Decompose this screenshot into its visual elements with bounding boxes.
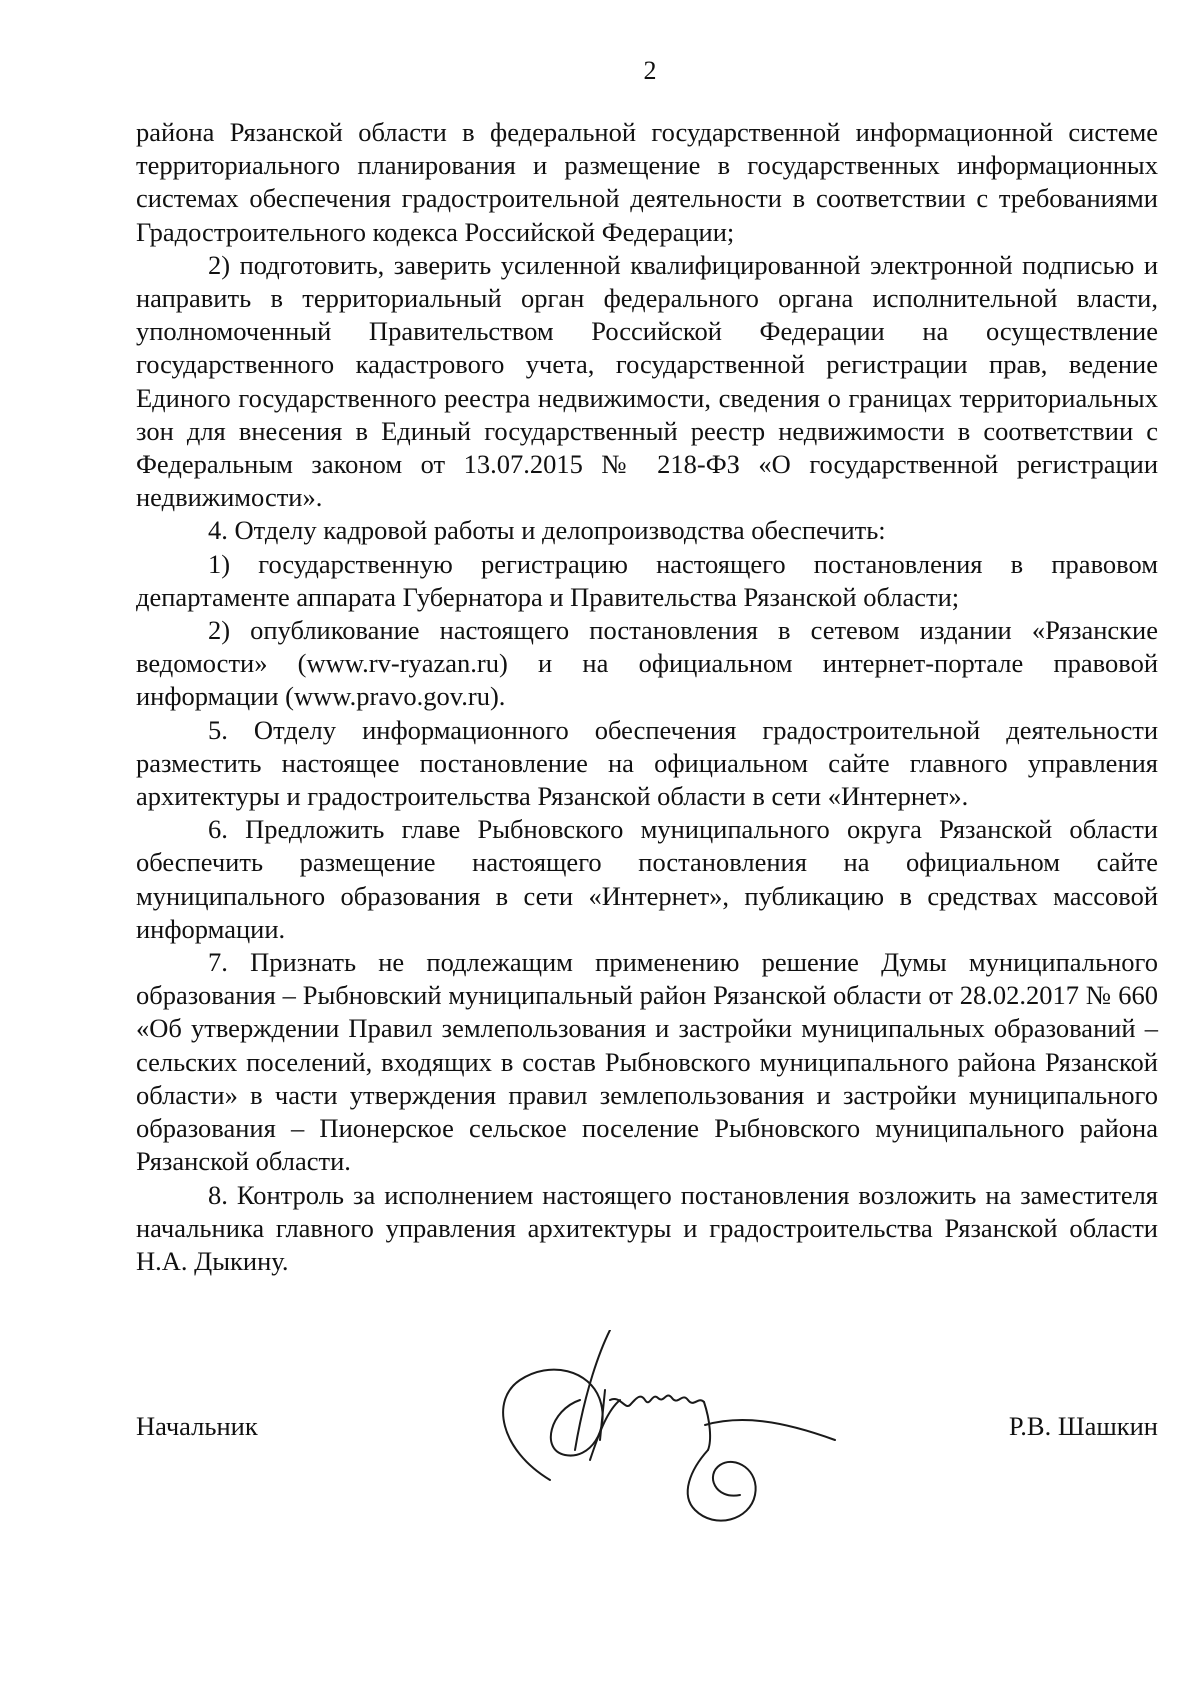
paragraph-item-5: 5. Отделу информационного обеспечения градостроительной деятельности разместить настоящее постановление на официальном сайте главного управления архитектуры и градостроительства Рязанской области в сети «Интернет». (136, 714, 1158, 812)
paragraph-continuation: района Рязанской области в федеральной государственной информационной системе территориального планирования и размещение в государственных информационных системах обеспечения градостроительной деятельности в соответствии с требованиями Градостроительного кодекса Российской Федерации; (136, 117, 1158, 247)
paragraph-item-2: 2) подготовить, заверить усиленной квалифицированной электронной подписью и направить в территориальный орган федерального органа исполнительной власти, уполномоченный Правительством Российской Федерации на осуществление государственного кадастрового учета, государственной регистрации прав, ведение Единого государственного реестра недвижимости, сведения о границах территориальных зон для внесения в Единый государственный реестр недвижимости в соответствии с Федеральным законом от 13.07.2015 № 218-ФЗ «О государственной регистрации недвижимости». (136, 249, 1158, 513)
paragraph-item-4: 4. Отделу кадровой работы и делопроизводства обеспечить: (208, 515, 886, 546)
signer-name: Р.В. Шашкин (1008, 1411, 1158, 1441)
signer-title: Начальник (136, 1411, 258, 1441)
handwritten-signature (480, 1330, 860, 1540)
document-body (136, 116, 1158, 1278)
paragraph-item-6: 6. Предложить главе Рыбновского муниципального округа Рязанской области обеспечить размещение настоящего постановления на официальном сайте муниципального образования в сети «Интернет», публикацию в средствах массовой информации. (136, 814, 1158, 944)
paragraph-item-4-2: 2) опубликование настоящего постановления в сетевом издании «Рязанские ведомости» (www.rv-ryazan.ru) и на официальном интернет-портале правовой информации (www.pravo.gov.ru). (136, 615, 1158, 712)
paragraph-item-4-1: 1) государственную регистрацию настоящего постановления в правовом департаменте аппарата Губернатора и Правительства Рязанской области; (136, 548, 1158, 612)
paragraph-item-7: 7. Признать не подлежащим применению решение Думы муниципального образования – Рыбновский муниципальный район Рязанской области от 28.02.2017 № 660 «Об утверждении Правил землепользования и застройки муниципальных образований – сельских поселений, входящих в состав Рыбновского муниципального района Рязанской области» в части утверждения правил землепользования и застройки муниципального образования – Пионерское сельское поселение Рыбновского муниципального района Рязанской области. (136, 947, 1158, 1177)
paragraph-item-8: 8. Контроль за исполнением настоящего постановления возложить на заместителя начальника главного управления архитектуры и градостроительства Рязанской области Н.А. Дыкину. (136, 1179, 1158, 1276)
page-number: 2 (643, 56, 657, 85)
